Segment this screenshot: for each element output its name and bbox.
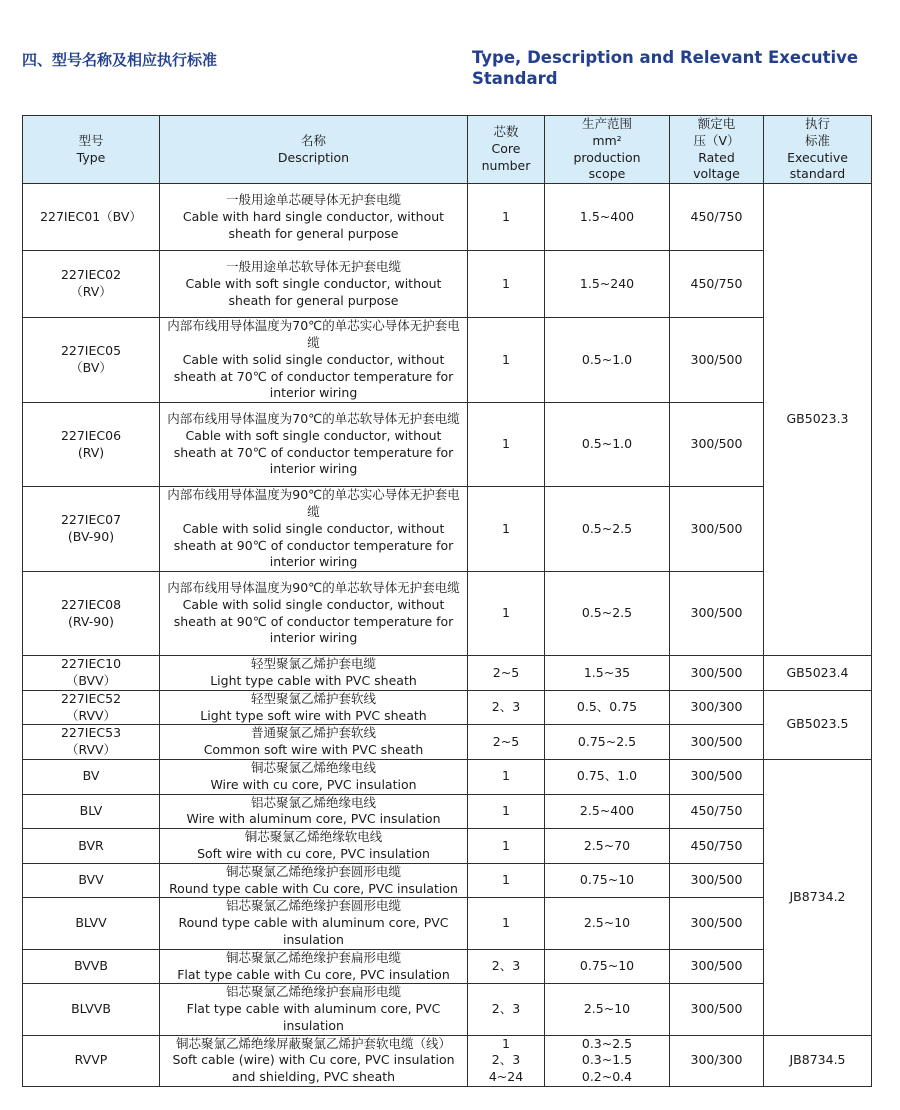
cell-core-number — [468, 656, 545, 691]
description-cn: 铜芯聚氯乙烯绝缘护套圆形电缆 — [225, 863, 401, 879]
cell-line: （RVV） — [65, 742, 117, 758]
cell-type — [23, 184, 160, 251]
cell-line: BVV — [78, 872, 104, 888]
cell-line: BLV — [79, 802, 103, 818]
cell-core-number — [468, 690, 545, 725]
table-row — [23, 572, 872, 656]
cell-line: 2.5~400 — [579, 802, 635, 818]
description-en: Light type soft wire with PVC sheath — [200, 707, 427, 723]
cell-line: 1 — [502, 208, 510, 224]
description-en: Round type cable with Cu core, PVC insulation — [169, 880, 458, 896]
cell-type — [23, 759, 160, 794]
cell-core-number — [468, 949, 545, 984]
cell-line: 227IEC08 — [60, 596, 122, 612]
cell-production-scope — [545, 403, 670, 487]
cell-executive-standard: GB5023.4 — [764, 656, 872, 691]
cell-type — [23, 794, 160, 829]
header-core-number: 芯数 Core number — [468, 116, 545, 184]
description-en: Flat type cable with aluminum core, PVC insulation — [186, 1001, 441, 1033]
cell-line: 227IEC06 — [60, 427, 122, 443]
table-row — [23, 690, 872, 725]
table-row — [23, 863, 872, 898]
cell-production-scope — [545, 184, 670, 251]
cell-line: RVVP — [74, 1052, 108, 1068]
cell-rated-voltage: 300/500 — [670, 318, 764, 403]
cell-type — [23, 690, 160, 725]
cell-line: BV — [82, 768, 100, 784]
cell-core-number — [468, 898, 545, 949]
cell-rated-voltage: 300/500 — [670, 898, 764, 949]
cell-line: 1.5~240 — [579, 275, 635, 291]
cell-rated-voltage: 300/500 — [670, 403, 764, 487]
table-row — [23, 898, 872, 949]
cell-description — [160, 949, 468, 984]
cell-executive-standard: GB5023.5 — [764, 690, 872, 759]
cell-line: 227IEC02 — [60, 267, 122, 283]
description-cn: 铜芯聚氯乙烯绝缘电线 — [250, 759, 376, 775]
cell-type — [23, 656, 160, 691]
cell-rated-voltage: 300/500 — [670, 949, 764, 984]
description-cn: 轻型聚氯乙烯护套软线 — [250, 690, 376, 706]
description-en: Cable with solid single conductor, without sheath at 70℃ of conductor temperature for interior wiring — [173, 351, 454, 401]
cell-line: 2~5 — [492, 733, 520, 749]
cell-line: 227IEC53 — [60, 725, 122, 741]
description-cn: 铝芯聚氯乙烯绝缘电线 — [250, 794, 376, 810]
cell-line: 2、3 — [491, 1001, 521, 1017]
description-cn: 普通聚氯乙烯护套软线 — [250, 725, 376, 741]
cell-core-number — [468, 318, 545, 403]
description-en: Round type cable with aluminum core, PVC insulation — [178, 915, 449, 947]
description-en: Cable with soft single conductor, without sheath for general purpose — [185, 275, 442, 308]
table-row — [23, 318, 872, 403]
cell-line: 0.2~0.4 — [581, 1069, 633, 1085]
cell-description — [160, 863, 468, 898]
cell-line: (RV-90) — [68, 613, 114, 629]
cell-type — [23, 984, 160, 1035]
cell-line: 1.5~35 — [583, 664, 631, 680]
cell-type — [23, 898, 160, 949]
cell-line: 1 — [502, 351, 510, 367]
cell-description — [160, 487, 468, 572]
cell-core-number — [468, 1035, 545, 1086]
cell-type — [23, 318, 160, 403]
cell-line: 1 — [502, 802, 510, 818]
description-cn: 一般用途单芯软导体无护套电缆 — [225, 258, 401, 274]
description-cn: 一般用途单芯硬导体无护套电缆 — [225, 191, 401, 207]
cell-line: 2、3 — [491, 699, 521, 715]
cell-line: 0.5~1.0 — [581, 436, 633, 452]
cell-line: 1 — [502, 915, 510, 931]
cell-description — [160, 759, 468, 794]
cell-line: 2.5~10 — [583, 1001, 631, 1017]
cell-executive-standard: JB8734.5 — [764, 1035, 872, 1086]
description-en: Wire with aluminum core, PVC insulation — [186, 811, 441, 827]
cell-description — [160, 829, 468, 864]
cell-description — [160, 403, 468, 487]
cell-production-scope — [545, 690, 670, 725]
cell-production-scope — [545, 759, 670, 794]
header-production-scope: 生产范围 mm² production scope — [545, 116, 670, 184]
description-cn: 内部布线用导体温度为90℃的单芯软导体无护套电缆 — [167, 580, 460, 596]
cell-line: 0.3~2.5 — [581, 1035, 633, 1051]
cell-line: （RVV） — [65, 707, 117, 723]
cell-production-scope — [545, 251, 670, 318]
cell-production-scope — [545, 487, 670, 572]
cell-rated-voltage: 300/300 — [670, 690, 764, 725]
cell-production-scope — [545, 1035, 670, 1086]
description-en: Cable with soft single conductor, without sheath at 70℃ of conductor temperature for interior wiring — [173, 427, 454, 477]
cell-line: 2~5 — [492, 664, 520, 680]
description-en: Light type cable with PVC sheath — [210, 672, 417, 688]
cell-rated-voltage: 300/500 — [670, 759, 764, 794]
header-rated-voltage: 额定电 压（V） Rated voltage — [670, 116, 764, 184]
cell-line: 227IEC01（BV） — [40, 208, 142, 224]
cell-line: 1 — [502, 837, 510, 853]
cell-type — [23, 251, 160, 318]
cell-line: BVR — [78, 837, 104, 853]
cell-executive-standard: GB5023.3 — [764, 184, 872, 656]
description-en: Cable with hard single conductor, without sheath for general purpose — [182, 208, 445, 241]
description-en: Cable with solid single conductor, without sheath at 90℃ of conductor temperature for interior wiring — [173, 520, 454, 570]
table-row — [23, 1035, 872, 1086]
description-cn: 铝芯聚氯乙烯绝缘护套扁形电缆 — [225, 984, 401, 1000]
cell-production-scope — [545, 794, 670, 829]
cell-line: 0.5~1.0 — [581, 351, 633, 367]
description-cn: 铝芯聚氯乙烯绝缘护套圆形电缆 — [225, 898, 401, 914]
description-cn: 内部布线用导体温度为70℃的单芯实心导体无护套电缆 — [167, 318, 460, 350]
cell-line: 1 — [502, 605, 510, 621]
cell-line: 0.75~10 — [579, 958, 635, 974]
description-cn: 轻型聚氯乙烯护套电缆 — [250, 656, 376, 672]
cell-core-number — [468, 759, 545, 794]
cell-description — [160, 184, 468, 251]
cell-line: (RV) — [77, 444, 105, 460]
section-title-cn: 四、型号名称及相应执行标准 — [22, 51, 218, 69]
cell-type — [23, 487, 160, 572]
cell-line: 1 — [502, 1035, 510, 1051]
cell-rated-voltage: 300/500 — [670, 725, 764, 760]
cell-description — [160, 656, 468, 691]
cell-type — [23, 949, 160, 984]
cell-core-number — [468, 403, 545, 487]
cell-rated-voltage: 450/750 — [670, 794, 764, 829]
cell-rated-voltage: 300/500 — [670, 863, 764, 898]
table-row — [23, 725, 872, 760]
description-cn: 铜芯聚氯乙烯绝缘屏蔽聚氯乙烯护套软电缆（线） — [175, 1035, 451, 1051]
cell-production-scope — [545, 863, 670, 898]
cell-line: BVVB — [74, 958, 108, 974]
cell-line: 0.5~2.5 — [581, 605, 633, 621]
table-row — [23, 829, 872, 864]
cell-line: 4~24 — [488, 1069, 524, 1085]
cell-line: 0.75~2.5 — [577, 733, 637, 749]
cell-line: 0.5~2.5 — [581, 520, 633, 536]
cell-description — [160, 794, 468, 829]
cable-spec-table — [22, 115, 872, 1087]
cell-line: 0.5、0.75 — [576, 699, 638, 715]
header-executive-standard: 执行 标准 Executive standard — [764, 116, 872, 184]
cell-description — [160, 690, 468, 725]
cell-production-scope — [545, 572, 670, 656]
cell-type — [23, 403, 160, 487]
cell-line: （BVV） — [65, 672, 117, 688]
cell-line: 1 — [502, 275, 510, 291]
cell-line: 0.75~10 — [579, 872, 635, 888]
cell-line: 1 — [502, 768, 510, 784]
table-row — [23, 403, 872, 487]
description-en: Soft cable (wire) with Cu core, PVC insulation and shielding, PVC sheath — [172, 1052, 455, 1085]
table-body — [23, 184, 872, 1087]
description-en: Cable with solid single conductor, without sheath at 90℃ of conductor temperature for interior wiring — [173, 596, 454, 646]
cell-line: 2、3 — [491, 958, 521, 974]
table-row — [23, 759, 872, 794]
table-row — [23, 984, 872, 1035]
cell-line: 1.5~400 — [579, 208, 635, 224]
cell-core-number — [468, 572, 545, 656]
cell-description — [160, 725, 468, 760]
cell-core-number — [468, 863, 545, 898]
description-cn: 内部布线用导体温度为90℃的单芯实心导体无护套电缆 — [167, 487, 460, 519]
cell-line: 0.3~1.5 — [581, 1052, 633, 1068]
cell-type — [23, 829, 160, 864]
cell-rated-voltage: 300/500 — [670, 984, 764, 1035]
table-row — [23, 794, 872, 829]
cell-description — [160, 1035, 468, 1086]
cell-rated-voltage: 300/500 — [670, 656, 764, 691]
cell-line: BLVVB — [71, 1001, 111, 1017]
cell-line: 227IEC07 — [60, 512, 122, 528]
cell-line: 2.5~70 — [583, 837, 631, 853]
cell-line: 1 — [502, 520, 510, 536]
cell-type — [23, 572, 160, 656]
cell-line: 2.5~10 — [583, 915, 631, 931]
cell-line: 0.75、1.0 — [576, 768, 638, 784]
cell-core-number — [468, 984, 545, 1035]
cell-production-scope — [545, 898, 670, 949]
cell-production-scope — [545, 949, 670, 984]
cell-core-number — [468, 251, 545, 318]
cell-type — [23, 1035, 160, 1086]
cell-description — [160, 251, 468, 318]
cell-rated-voltage: 300/500 — [670, 572, 764, 656]
cell-description — [160, 318, 468, 403]
cell-line: 1 — [502, 436, 510, 452]
header-type: 型号 Type — [23, 116, 160, 184]
description-en: Common soft wire with PVC sheath — [203, 742, 424, 758]
cell-line: BLVV — [75, 915, 107, 931]
cell-type — [23, 863, 160, 898]
table-row — [23, 656, 872, 691]
cell-executive-standard: JB8734.2 — [764, 759, 872, 1035]
cell-production-scope — [545, 829, 670, 864]
cell-description — [160, 572, 468, 656]
cell-rated-voltage: 450/750 — [670, 829, 764, 864]
description-en: Wire with cu core, PVC insulation — [210, 776, 417, 792]
description-en: Soft wire with cu core, PVC insulation — [197, 845, 430, 861]
table-row — [23, 184, 872, 251]
section-title-en: Type, Description and Relevant Executive Standard — [472, 48, 859, 88]
cell-type — [23, 725, 160, 760]
cell-description — [160, 984, 468, 1035]
description-cn: 铜芯聚氯乙烯绝缘软电线 — [244, 829, 383, 845]
table-row — [23, 949, 872, 984]
cell-production-scope — [545, 725, 670, 760]
description-cn: 内部布线用导体温度为70℃的单芯软导体无护套电缆 — [167, 411, 460, 427]
cell-production-scope — [545, 656, 670, 691]
cell-line: （BV） — [70, 360, 112, 376]
table-header-row — [23, 116, 872, 184]
cell-line: 227IEC10 — [60, 656, 122, 672]
cell-rated-voltage: 300/300 — [670, 1035, 764, 1086]
cell-line: (BV-90) — [67, 529, 115, 545]
cell-line: （RV） — [70, 284, 112, 300]
cell-line: 1 — [502, 872, 510, 888]
cell-core-number — [468, 829, 545, 864]
cell-production-scope — [545, 984, 670, 1035]
cell-rated-voltage: 300/500 — [670, 487, 764, 572]
cell-rated-voltage: 450/750 — [670, 251, 764, 318]
cell-core-number — [468, 725, 545, 760]
cell-line: 227IEC52 — [60, 690, 122, 706]
table-row — [23, 487, 872, 572]
cell-line: 227IEC05 — [60, 343, 122, 359]
cell-core-number — [468, 487, 545, 572]
cell-production-scope — [545, 318, 670, 403]
cell-core-number — [468, 794, 545, 829]
cell-core-number — [468, 184, 545, 251]
table-row — [23, 251, 872, 318]
description-cn: 铜芯聚氯乙烯绝缘护套扁形电缆 — [225, 949, 401, 965]
cell-rated-voltage: 450/750 — [670, 184, 764, 251]
cell-description — [160, 898, 468, 949]
cell-line: 2、3 — [491, 1052, 521, 1068]
header-description: 名称 Description — [160, 116, 468, 184]
description-en: Flat type cable with Cu core, PVC insulation — [177, 966, 450, 982]
